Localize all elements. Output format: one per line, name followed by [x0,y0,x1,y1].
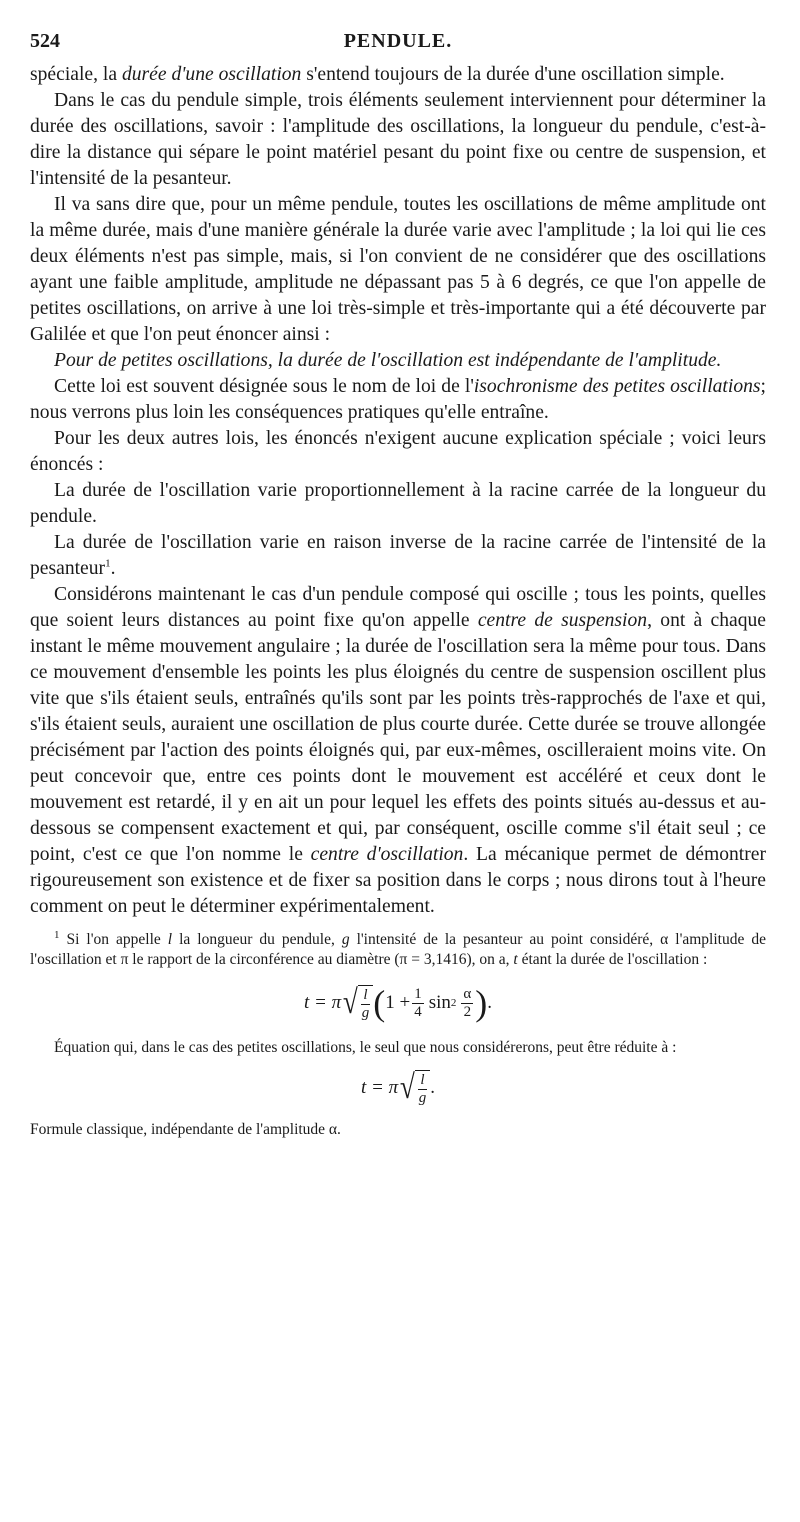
fraction-denominator: g [361,1004,370,1021]
square-root [398,1070,430,1107]
footnote-closing-text: Formule classique, indépendante de l'amplitude α. [30,1121,341,1138]
fraction-numerator: α [463,985,472,1002]
text-run: . La mécanique permet de démontrer rigoureusement son existence et de fixer sa position dans le corps ; nous dirons tout à l'heure comment on peut le déterminer expérimentalement. [30,844,766,917]
italic-text: l [167,931,173,948]
text-run: , ont à chaque instant le même mouvement angulaire ; la durée de l'oscillation sera la même pour tous. Dans ce mouvement d'ensemble les points les plus éloignés du centre de suspension oscillent plus vite que s'ils étaient seuls, entraînés qu'ils sont par les points très-rapprochés de l'axe et qui, s'ils étaient seuls, auraient une oscillation de plus courte durée. Cette durée se trouve allongée précisément par l'action des points éloignés qui, par eux-mêmes, oscilleraient moins vite. On peut concevoir que, entre ces points dont le mouvement est accéléré et ceux dont le mouvement est retardé, il y en ait un pour lequel les effets des points situés au-dessus et au-dessous se compensent exactement et qui, par conséquent, oscille comme s'il était seul ; ce point, c'est ce que l'on nomme le [30,610,766,865]
paragraph [30,88,766,192]
italic-text: g [341,931,350,948]
formula-full: t = π √ $\frac{l}{g}$ ( 1 + $\frac{1}{4}$ sin 2 $\frac{\alpha}{2}$ ) . [303,983,493,1023]
paragraph [30,426,766,478]
right-paren: ) [475,983,488,1023]
book-page [30,30,766,1140]
paragraph [30,530,766,582]
paragraph [30,478,766,530]
formula-sin: sin [428,992,451,1013]
italic-text: centre de suspension [477,610,648,631]
fraction-denominator: 2 [463,1003,472,1020]
footnote-reference: 1 [105,557,111,570]
formula-lhs: t = π [360,1077,399,1098]
text-run: l'intensité de la pesanteur au point considéré, α l'amplitude de l'oscillation et π le rapport de la circonférence au diamètre (π = 3,1416), on a, [30,931,766,968]
page-header [30,30,766,58]
square-root [341,985,373,1022]
text-run: Il va sans dire que, pour un même pendule, toutes les oscillations de même amplitude ont la même durée, mais d'une manière générale la durée varie avec l'amplitude ; la loi qui lie ces deux éléments n'est pas simple, mais, si l'on convient de ne considérer que des oscillations ayant une faible amplitude, amplitude ne dépassant pas 5 à 6 degrés, ce que l'on appelle de petites oscillations, on arrive à une loi très-simple et très-importante qui a été découverte par Galilée et que l'on peut énoncer ainsi : [30,194,766,345]
text-run: . [110,558,116,579]
radical-sign: √ [399,1069,415,1106]
text-run: ; nous verrons plus loin les conséquences pratiques qu'elle entraîne. [30,376,766,423]
fraction-alpha-half [461,986,473,1021]
fraction-numerator: l [420,1071,425,1088]
fraction-l-over-g [417,1072,429,1107]
italic-text: isochronisme des petites oscillations [473,376,761,397]
paragraph [30,582,766,920]
text-run: spéciale, la [30,64,122,85]
formula-lhs: t = π [303,992,342,1013]
formula-end: . [430,1077,436,1098]
text-run: Pour les deux autres lois, les énoncés n'exigent aucune explication spéciale ; voici leurs énoncés : [30,428,766,475]
paragraph [30,62,766,88]
fraction-l-over-g [360,987,372,1022]
footnote-middle-text: Équation qui, dans le cas des petites oscillations, le seul que nous considérerons, peut être réduite à : [54,1039,677,1056]
text-run: La durée de l'oscillation varie en raison inverse de la racine carrée de l'intensité de la pesanteur [30,532,766,579]
paragraph [30,374,766,426]
fraction-denominator: g [418,1089,427,1106]
text-run: Considérons maintenant le cas d'un pendule composé qui oscille ; tous les points, quelles que soient leurs distances au point fixe qu'on appelle [30,584,766,631]
formula-reduced [30,1066,766,1110]
body-text [30,62,766,920]
italic-text: Pour de petites oscillations, la durée de l'oscillation est indépendante de l'amplitude. [54,350,722,371]
text-run: s'entend toujours de la durée d'une oscillation simple. [301,64,725,85]
fraction-numerator: l [363,986,368,1003]
footnote [30,930,766,1140]
fraction-quarter [412,986,424,1021]
italic-text: centre d'oscillation [310,844,464,865]
footnote-intro [30,930,766,970]
fraction-denominator: 4 [414,1003,422,1020]
text-run: Cette loi est souvent désignée sous le nom de loi de l' [54,376,474,397]
radical-sign: √ [342,984,358,1021]
running-title: PENDULE. [343,30,453,52]
left-paren: ( [373,983,386,1023]
text-run: Si l'on appelle [59,931,168,948]
fraction-numerator: 1 [414,985,422,1002]
text-run: étant la durée de l'oscillation : [517,951,708,968]
text-run: Dans le cas du pendule simple, trois éléments seulement interviennent pour déterminer la durée des oscillations, savoir : l'amplitude des oscillations, la longueur du pendule, c'est-à-dire la distance qui sépare le point matériel pesant du point fixe ou centre de suspension, et l'intensité de la pesanteur. [30,90,766,189]
italic-text: t [513,951,518,968]
formula-end: . [487,992,493,1013]
formula-one-plus: 1 + [385,992,411,1013]
page-number: 524 [30,30,60,52]
text-run: la longueur du pendule, [172,931,342,948]
paragraph [30,192,766,348]
italic-text: durée d'une oscillation [121,64,302,85]
footnote-marker: 1 [54,928,60,941]
text-run: La durée de l'oscillation varie proportionnellement à la racine carrée de la longueur du pendule. [30,480,766,527]
paragraph [30,348,766,374]
